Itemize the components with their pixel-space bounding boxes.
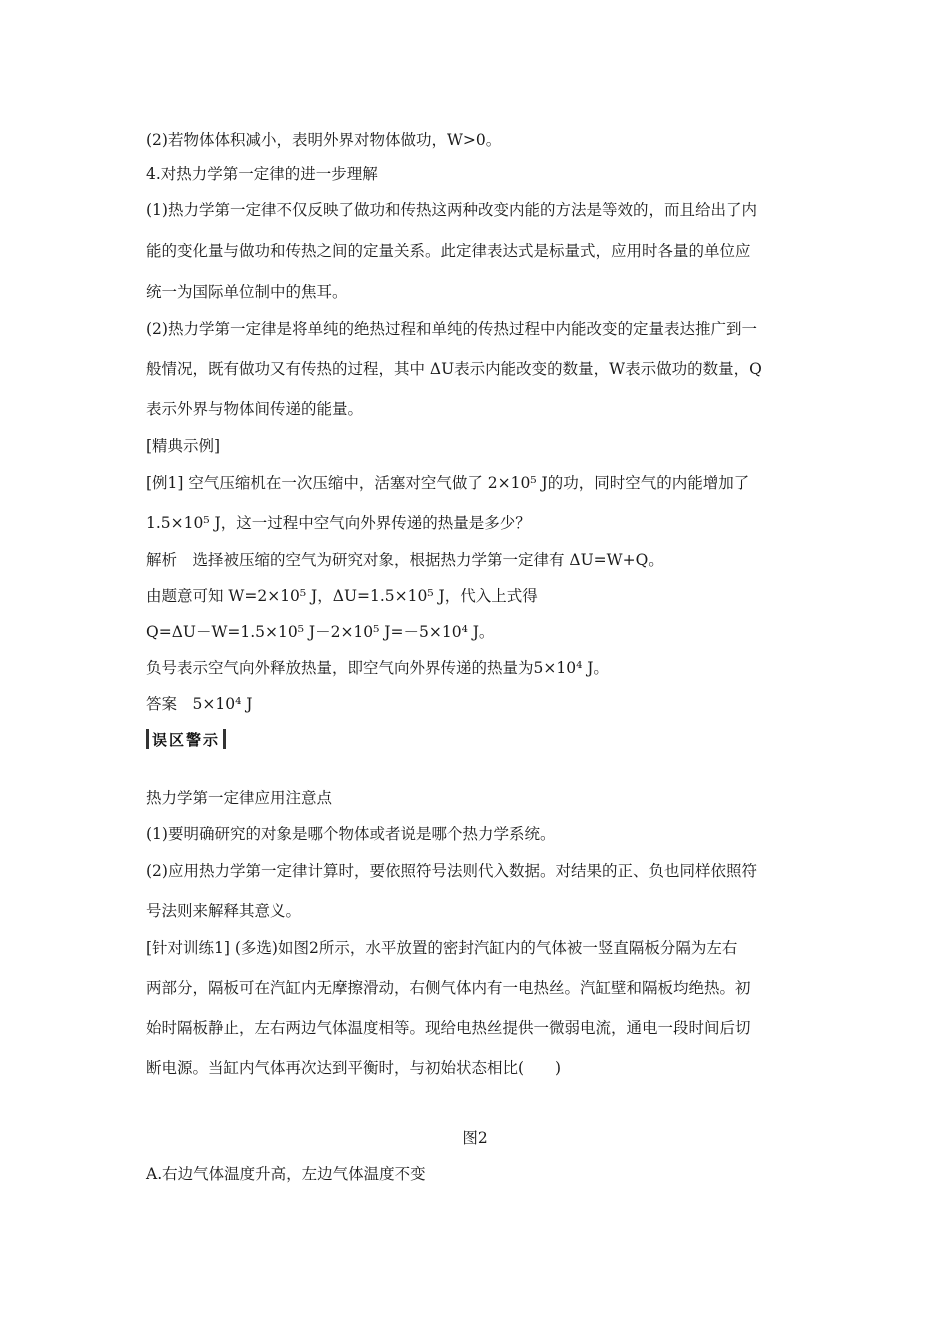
- paragraph-line: (2)若物体体积减小，表明外界对物体做功，W>0。: [146, 131, 502, 149]
- solution-line: Q=ΔU－W=1.5×10⁵ J－2×10⁵ J=－5×10⁴ J。: [146, 623, 495, 641]
- solution-line: 解析 选择被压缩的空气为研究对象，根据热力学第一定律有 ΔU=W+Q。: [146, 551, 664, 569]
- exercise-line: 断电源。当缸内气体再次达到平衡时，与初始状态相比( ): [146, 1059, 562, 1077]
- section-heading-mistakes: [146, 727, 226, 751]
- paragraph-line: 般情况，既有做功又有传热的过程，其中 ΔU表示内能改变的数量，W表示做功的数量，Q: [146, 360, 762, 378]
- heading-bar-left: [146, 729, 149, 749]
- paragraph-line: (1)热力学第一定律不仅反映了做功和传热这两种改变内能的方法是等效的，而且给出了内: [146, 201, 757, 219]
- heading-bar-right: [223, 729, 226, 749]
- solution-line: 由题意可知 W=2×10⁵ J，ΔU=1.5×10⁵ J，代入上式得: [146, 587, 538, 605]
- paragraph-line: 能的变化量与做功和传热之间的定量关系。此定律表达式是标量式，应用时各量的单位应: [146, 242, 751, 260]
- solution-line: 负号表示空气向外释放热量，即空气向外界传递的热量为5×10⁴ J。: [146, 659, 609, 677]
- exercise-line: [针对训练1] (多选)如图2所示，水平放置的密封汽缸内的气体被一竖直隔板分隔为左右: [146, 939, 738, 957]
- exercise-line: 始时隔板静止，左右两边气体温度相等。现给电热丝提供一微弱电流，通电一段时间后切: [146, 1019, 751, 1037]
- section-heading-text: 误区警示: [152, 730, 221, 749]
- answer-line: 答案 5×10⁴ J: [146, 695, 253, 713]
- paragraph-line: 热力学第一定律应用注意点: [146, 789, 333, 807]
- paragraph-line: (2)应用热力学第一定律计算时，要依照符号法则代入数据。对结果的正、负也同样依照符: [146, 862, 757, 880]
- figure-caption: 图2: [462, 1129, 488, 1147]
- paragraph-line: 号法则来解释其意义。: [146, 902, 302, 920]
- option-a: A.右边气体温度升高，左边气体温度不变: [146, 1165, 426, 1183]
- paragraph-line: (1)要明确研究的对象是哪个物体或者说是哪个热力学系统。: [146, 825, 556, 843]
- example-question-line: [例1] 空气压缩机在一次压缩中，活塞对空气做了 2×10⁵ J的功，同时空气的内能增加了: [146, 474, 750, 492]
- subheading: 4.对热力学第一定律的进一步理解: [146, 165, 378, 183]
- paragraph-line: 表示外界与物体间传递的能量。: [146, 400, 364, 418]
- exercise-line: 两部分，隔板可在汽缸内无摩擦滑动，右侧气体内有一电热丝。汽缸壁和隔板均绝热。初: [146, 979, 751, 997]
- paragraph-line: (2)热力学第一定律是将单纯的绝热过程和单纯的传热过程中内能改变的定量表达推广到一: [146, 320, 757, 338]
- paragraph-line: 统一为国际单位制中的焦耳。: [146, 283, 348, 301]
- example-question-line: 1.5×10⁵ J，这一过程中空气向外界传递的热量是多少？: [146, 514, 531, 532]
- example-label: [精典示例]: [146, 437, 221, 455]
